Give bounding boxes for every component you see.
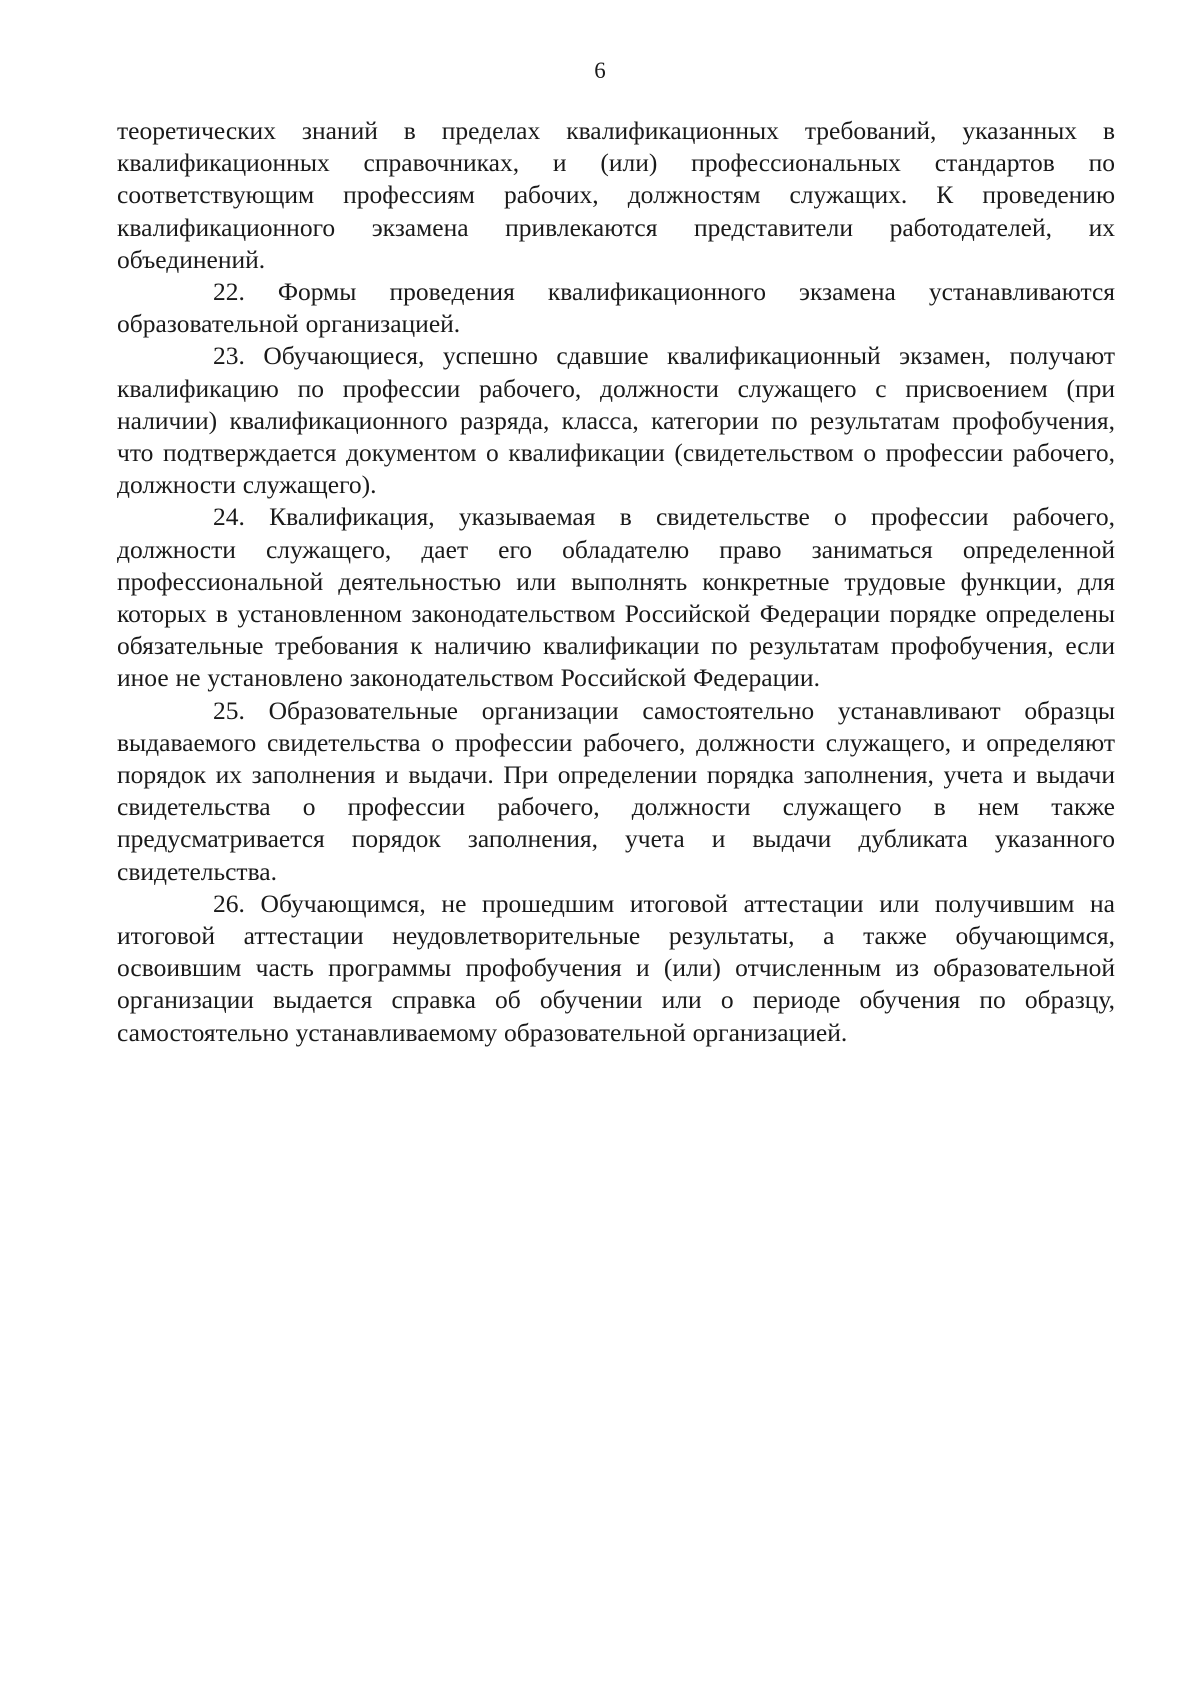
paragraph-24: 24. Квалификация, указываемая в свидетельстве о профессии рабочего, должности служащего, дает его обладателю право заниматься определенной профессиональной деятельностью или выполнять конкретные трудовые функции, для которых в установленном законодательством Российской Федерации порядке определены обязательные требования к наличию квалификации по результатам профобучения, если иное не установлено законодательством Российской Федерации. <box>117 502 1115 693</box>
document-body <box>117 115 1115 1049</box>
paragraph-22: 22. Формы проведения квалификационного экзамена устанавливаются образовательной организацией. <box>117 277 1115 339</box>
paragraph-23: 23. Обучающиеся, успешно сдавшие квалификационный экзамен, получают квалификацию по профессии рабочего, должности служащего с присвоением (при наличии) квалификационного разряда, класса, категории по результатам профобучения, что подтверждается документом о квалификации (свидетельством о профессии рабочего, должности служащего). <box>117 341 1115 500</box>
paragraph-25: 25. Образовательные организации самостоятельно устанавливают образцы выдаваемого свидетельства о профессии рабочего, должности служащего, и определяют порядок их заполнения и выдачи. При определении порядка заполнения, учета и выдачи свидетельства о профессии рабочего, должности служащего в нем также предусматривается порядок заполнения, учета и выдачи дубликата указанного свидетельства. <box>117 695 1115 886</box>
paragraph-continuation: теоретических знаний в пределах квалификационных требований, указанных в квалификационных справочниках, и (или) профессиональных стандартов по соответствующим профессиям рабочих, должностям служащих. К проведению квалификационного экзамена привлекаются представители работодателей, их объединений. <box>117 116 1115 274</box>
page-number: 6 <box>594 58 606 83</box>
paragraph-26: 26. Обучающимся, не прошедшим итоговой аттестации или получившим на итоговой аттестации неудовлетворительные результаты, а также обучающимся, освоившим часть программы профобучения и (или) отчисленным из образовательной организации выдается справка об обучении или о периоде обучения по образцу, самостоятельно устанавливаемому образовательной организацией. <box>117 888 1115 1047</box>
